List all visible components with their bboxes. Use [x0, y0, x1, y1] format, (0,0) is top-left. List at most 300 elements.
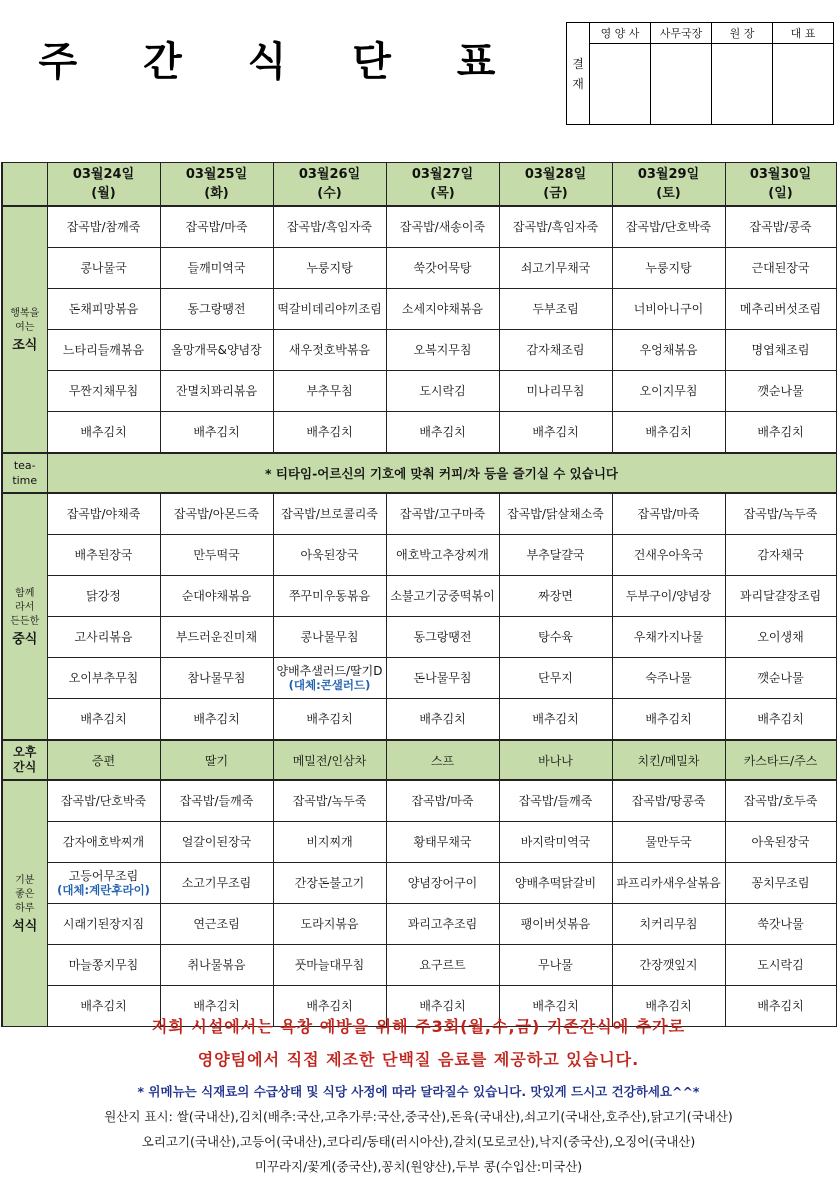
dinner-dish: 간장깻잎지	[639, 958, 698, 972]
lunch-item	[386, 699, 499, 741]
breakfast-dish: 올망개묵&양념장	[171, 343, 262, 357]
lunch-dish-stack	[626, 589, 711, 603]
breakfast-item-wrap	[726, 371, 836, 411]
lunch-dish: 잡곡밥/녹두죽	[743, 507, 818, 521]
lunch-item	[273, 576, 386, 617]
lunch-item-wrap	[48, 494, 160, 534]
lunch-dish-stack	[757, 671, 803, 685]
breakfast-item-wrap	[726, 412, 836, 452]
breakfast-item-wrap	[387, 289, 499, 329]
lunch-label	[2, 493, 47, 740]
breakfast-item	[725, 289, 836, 330]
day-date: 03월28일	[524, 167, 587, 182]
lunch-dish: 콩나물무침	[300, 630, 359, 644]
lunch-item-wrap	[726, 535, 836, 575]
dinner-dish-stack	[411, 794, 473, 808]
snack-label: 오후 간식	[2, 740, 47, 780]
lunch-dish-stack	[182, 589, 252, 603]
day-of-week: (목)	[430, 186, 455, 201]
dinner-dish: 팽이버섯볶음	[520, 917, 591, 931]
breakfast-dish: 감자채조림	[526, 343, 585, 357]
lunch-item-wrap	[274, 658, 386, 698]
lunch-dish-stack	[174, 507, 259, 521]
breakfast-dish-stack	[527, 343, 585, 357]
breakfast-dish-stack	[414, 261, 472, 275]
lunch-item-wrap	[161, 617, 273, 657]
dinner-dish: 간장돈불고기	[294, 876, 365, 890]
breakfast-item-wrap	[726, 330, 836, 370]
notice-line-2: 영양팀에서 직접 제조한 단백질 음료를 제공하고 있습니다.	[197, 1050, 640, 1069]
breakfast-dish-stack	[63, 343, 144, 357]
dinner-item-wrap	[500, 904, 612, 944]
lunch-item	[612, 535, 725, 576]
dinner-dish-stack	[408, 876, 478, 890]
breakfast-dish: 무짠지채무침	[68, 384, 139, 398]
breakfast-dish: 미나리무침	[526, 384, 585, 398]
lunch-dish: 두부구이/양념장	[625, 589, 712, 603]
breakfast-item	[612, 289, 725, 330]
dinner-item	[725, 904, 836, 945]
breakfast-item	[386, 330, 499, 371]
dinner-item-wrap	[613, 863, 725, 903]
breakfast-dish: 근대된장국	[751, 261, 810, 275]
breakfast-dish: 명엽채조림	[751, 343, 810, 357]
breakfast-dish: 쑥갓어묵탕	[413, 261, 472, 275]
dinner-dish-stack	[69, 958, 139, 972]
dinner-dish: 얼갈이된장국	[181, 835, 252, 849]
breakfast-item	[47, 371, 160, 412]
dinner-item-wrap	[500, 863, 612, 903]
dinner-item	[499, 945, 612, 986]
dinner-item-wrap	[274, 945, 386, 985]
lunch-dish-stack	[645, 712, 691, 726]
dinner-item-wrap	[726, 945, 836, 985]
dinner-item-wrap	[48, 945, 160, 985]
snack-item: 메밀전/인삼차	[273, 740, 386, 780]
breakfast-item	[47, 206, 160, 248]
breakfast-dish: 쇠고기무채국	[520, 261, 591, 275]
snack-item: 증편	[47, 740, 160, 780]
lunch-item	[499, 535, 612, 576]
breakfast-item-wrap	[161, 248, 273, 288]
dinner-item	[386, 863, 499, 904]
lunch-item-wrap	[613, 576, 725, 616]
dinner-dish-stack	[538, 958, 573, 972]
breakfast-item-wrap	[613, 207, 725, 247]
breakfast-item	[612, 248, 725, 289]
notice-line-1: 저희 시설에서는 욕창 예방을 위해 주3회(월,수,금) 기존간식에 추가로	[151, 1017, 686, 1036]
breakfast-dish: 배추김치	[645, 425, 692, 439]
breakfast-item	[725, 371, 836, 412]
breakfast-item	[612, 330, 725, 371]
breakfast-item-wrap	[274, 412, 386, 452]
lunch-item-wrap	[161, 535, 273, 575]
breakfast-dish: 잡곡밥/단호박죽	[625, 220, 712, 234]
breakfast-item-wrap	[387, 412, 499, 452]
dinner-dish: 잡곡밥/땅콩죽	[631, 794, 706, 808]
dinner-item	[160, 945, 273, 986]
dinner-dish-stack	[744, 794, 818, 808]
dinner-item	[386, 822, 499, 863]
approval-box	[566, 22, 834, 125]
dinner-dish-stack	[193, 917, 239, 931]
breakfast-item-wrap	[500, 248, 612, 288]
lunch-dish-stack	[757, 630, 803, 644]
tea-time-label: tea- time	[2, 453, 47, 493]
breakfast-item-wrap	[48, 412, 160, 452]
lunch-item	[725, 535, 836, 576]
lunch-dish: 잡곡밥/야채죽	[66, 507, 141, 521]
lunch-item	[160, 493, 273, 535]
breakfast-label-title: 조식	[12, 337, 38, 353]
lunch-dish: 배추김치	[645, 712, 692, 726]
approval-header-manager: 사무국장	[651, 23, 712, 44]
breakfast-item	[725, 330, 836, 371]
dinner-item-wrap	[613, 781, 725, 821]
breakfast-label-small: 행복을 여는	[10, 307, 40, 333]
dinner-item-wrap	[500, 945, 612, 985]
dinner-item	[499, 904, 612, 945]
breakfast-item-wrap	[161, 412, 273, 452]
breakfast-dish: 잡곡밥/흑임자죽	[512, 220, 599, 234]
breakfast-item	[725, 248, 836, 289]
snack-item: 바나나	[499, 740, 612, 780]
dinner-substitute: (대체:계란후라이)	[57, 883, 150, 897]
dinner-dish-stack	[63, 835, 144, 849]
lunch-dish-stack	[276, 664, 382, 692]
breakfast-item-wrap	[161, 289, 273, 329]
dinner-dish: 물만두국	[645, 835, 692, 849]
snack-item: 카스타드/주스	[725, 740, 836, 780]
menu-disclaimer: * 위메뉴는 식재료의 수급상태 및 식당 사정에 따라 달라질수 있습니다. 맛있게 드시고 건강하세요^^*	[137, 1084, 700, 1099]
day-header	[160, 163, 273, 207]
lunch-item-wrap	[613, 494, 725, 534]
dinner-dish-stack	[182, 835, 252, 849]
lunch-item	[160, 699, 273, 741]
dinner-dish: 소고기무조림	[181, 876, 252, 890]
breakfast-dish: 배추김치	[419, 425, 466, 439]
dinner-item	[273, 904, 386, 945]
breakfast-dish: 잡곡밥/콩죽	[749, 220, 812, 234]
lunch-dish: 단무지	[538, 671, 573, 685]
lunch-item-wrap	[613, 658, 725, 698]
dinner-item-wrap	[387, 863, 499, 903]
lunch-item-wrap	[387, 617, 499, 657]
lunch-dish: 닭강정	[86, 589, 121, 603]
breakfast-dish-stack	[645, 425, 691, 439]
lunch-item	[160, 658, 273, 699]
lunch-dish-stack	[757, 712, 803, 726]
breakfast-dish: 잡곡밥/참깨죽	[66, 220, 141, 234]
lunch-item-wrap	[274, 699, 386, 739]
lunch-dish: 아욱된장국	[300, 548, 359, 562]
breakfast-dish: 오이지무침	[639, 384, 698, 398]
dinner-dish: 배추김치	[645, 999, 692, 1013]
dinner-dish: 취나물볶음	[187, 958, 246, 972]
breakfast-dish-stack	[419, 425, 465, 439]
breakfast-dish-stack	[640, 343, 698, 357]
dinner-dish-stack	[301, 917, 359, 931]
dinner-dish: 비지찌개	[306, 835, 353, 849]
lunch-dish-stack	[419, 712, 465, 726]
breakfast-item-wrap	[274, 248, 386, 288]
lunch-dish-stack	[86, 589, 121, 603]
dinner-item-wrap	[613, 904, 725, 944]
breakfast-item	[386, 412, 499, 454]
dinner-item	[725, 863, 836, 904]
breakfast-item	[160, 330, 273, 371]
lunch-item-wrap	[387, 658, 499, 698]
lunch-dish-stack	[757, 548, 803, 562]
lunch-dish: 부추달걀국	[526, 548, 585, 562]
dinner-dish-stack	[408, 917, 478, 931]
origin-line-2: 오리고기(국내산),고등어(국내산),코다리/동태(러시아산),갈치(모로코산),낙지(중국산),오징어(국내산)	[141, 1134, 696, 1149]
breakfast-item-wrap	[387, 330, 499, 370]
dinner-dish-stack	[57, 869, 150, 897]
breakfast-dish-stack	[626, 220, 711, 234]
lunch-item-wrap	[500, 576, 612, 616]
breakfast-item	[499, 289, 612, 330]
dinner-dish: 쑥갓나물	[757, 917, 804, 931]
lunch-item-wrap	[613, 699, 725, 739]
breakfast-dish: 배추김치	[532, 425, 579, 439]
lunch-item-wrap	[726, 617, 836, 657]
lunch-item-wrap	[726, 576, 836, 616]
breakfast-item-wrap	[48, 330, 160, 370]
lunch-dish: 부드러운진미채	[175, 630, 258, 644]
dinner-dish-stack	[180, 794, 254, 808]
lunch-item	[499, 493, 612, 535]
breakfast-item	[160, 206, 273, 248]
dinner-dish-stack	[632, 794, 706, 808]
lunch-item	[499, 576, 612, 617]
dinner-item	[386, 945, 499, 986]
dinner-dish: 요구르트	[419, 958, 466, 972]
day-header	[612, 163, 725, 207]
day-header	[386, 163, 499, 207]
breakfast-dish-stack	[521, 261, 591, 275]
lunch-dish: 짜장면	[538, 589, 573, 603]
day-date: 03월27일	[411, 167, 474, 182]
breakfast-item	[47, 289, 160, 330]
lunch-item	[47, 658, 160, 699]
lunch-item	[273, 535, 386, 576]
approval-sign-box[interactable]	[651, 44, 712, 125]
lunch-item-wrap	[500, 535, 612, 575]
breakfast-item-wrap	[726, 289, 836, 329]
breakfast-dish: 잡곡밥/새송이죽	[399, 220, 486, 234]
lunch-item-wrap	[726, 494, 836, 534]
dinner-item-wrap	[48, 904, 160, 944]
approval-header-ceo: 대 표	[773, 23, 834, 44]
breakfast-dish: 누룽지탕	[645, 261, 692, 275]
day-of-week: (수)	[317, 186, 342, 201]
breakfast-item-wrap	[500, 412, 612, 452]
breakfast-item-wrap	[613, 412, 725, 452]
dinner-item-wrap	[387, 945, 499, 985]
approval-sign-box[interactable]	[590, 44, 651, 125]
breakfast-dish-stack	[171, 343, 262, 357]
lunch-item	[725, 699, 836, 741]
approval-sign-box[interactable]	[712, 44, 773, 125]
lunch-dish-stack	[75, 548, 133, 562]
lunch-dish-stack	[306, 712, 352, 726]
lunch-item-wrap	[161, 658, 273, 698]
lunch-item	[612, 699, 725, 741]
lunch-item	[47, 617, 160, 658]
dinner-dish: 잡곡밥/마죽	[411, 794, 474, 808]
lunch-dish: 오이부추무침	[68, 671, 139, 685]
breakfast-dish-stack	[419, 384, 465, 398]
dinner-item-wrap	[161, 781, 273, 821]
lunch-item	[47, 699, 160, 741]
breakfast-dish-stack	[306, 425, 352, 439]
dinner-item-wrap	[726, 781, 836, 821]
tea-time-note: * 티타임-어르신의 기호에 맞춰 커피/차 등을 즐기실 수 있습니다	[47, 453, 836, 493]
dinner-dish-stack	[757, 958, 803, 972]
dinner-dish: 바지락미역국	[520, 835, 591, 849]
lunch-dish-stack	[414, 630, 472, 644]
day-of-week: (토)	[656, 186, 681, 201]
lunch-dish: 건새우아욱국	[633, 548, 704, 562]
dinner-dish: 배추김치	[80, 999, 127, 1013]
breakfast-item	[160, 371, 273, 412]
dinner-dish-stack	[757, 917, 803, 931]
lunch-dish-stack	[538, 671, 573, 685]
lunch-item-wrap	[387, 576, 499, 616]
breakfast-dish-stack	[402, 302, 483, 316]
dinner-dish: 꽁치무조림	[751, 876, 810, 890]
lunch-dish: 애호박고추장찌개	[396, 548, 489, 562]
breakfast-label	[2, 206, 47, 453]
breakfast-item-wrap	[726, 248, 836, 288]
breakfast-item	[725, 412, 836, 454]
breakfast-dish-stack	[306, 261, 352, 275]
origin-line-1: 원산지 표시: 쌀(국내산),김치(배추:국산,고추가루:국산,중국산),돈육(국내산),쇠고기(국내산,호주산),닭고기(국내산)	[104, 1109, 733, 1124]
dinner-dish: 도라지볶음	[300, 917, 359, 931]
lunch-dish-stack	[188, 671, 246, 685]
breakfast-item-wrap	[500, 207, 612, 247]
lunch-dish: 배추김치	[80, 712, 127, 726]
lunch-dish: 잡곡밥/아몬드죽	[173, 507, 260, 521]
day-date: 03월26일	[298, 167, 361, 182]
lunch-item	[499, 699, 612, 741]
lunch-dish-stack	[80, 712, 126, 726]
dinner-item	[47, 945, 160, 986]
breakfast-dish: 소세지야채볶음	[401, 302, 484, 316]
lunch-item	[499, 617, 612, 658]
breakfast-item-wrap	[48, 248, 160, 288]
breakfast-item-wrap	[161, 371, 273, 411]
lunch-item	[386, 493, 499, 535]
dinner-dish-stack	[63, 917, 144, 931]
dinner-item-wrap	[726, 822, 836, 862]
dinner-dish-stack	[640, 958, 698, 972]
dinner-dish: 배추김치	[306, 999, 353, 1013]
lunch-dish: 고사리볶음	[74, 630, 133, 644]
dinner-dish: 황태무채국	[413, 835, 472, 849]
dinner-dish-stack	[61, 794, 146, 808]
lunch-dish-stack	[390, 589, 494, 603]
breakfast-dish-stack	[414, 343, 472, 357]
dinner-item-wrap	[387, 781, 499, 821]
lunch-dish-stack	[400, 507, 485, 521]
lunch-item	[725, 576, 836, 617]
breakfast-item	[273, 248, 386, 289]
dinner-item	[612, 945, 725, 986]
breakfast-dish-stack	[80, 425, 126, 439]
breakfast-dish-stack	[752, 261, 810, 275]
snack-item: 스프	[386, 740, 499, 780]
approval-sign-box[interactable]	[773, 44, 834, 125]
lunch-item	[160, 617, 273, 658]
dinner-dish: 잡곡밥/들깨죽	[518, 794, 593, 808]
day-date: 03월24일	[72, 167, 135, 182]
lunch-dish-stack	[67, 507, 141, 521]
breakfast-dish-stack	[69, 384, 139, 398]
lunch-dish-stack	[538, 630, 573, 644]
dinner-item	[612, 780, 725, 822]
approval-header-director: 원 장	[712, 23, 773, 44]
dinner-dish-stack	[521, 917, 591, 931]
breakfast-item-wrap	[274, 207, 386, 247]
lunch-dish-stack	[301, 630, 359, 644]
dinner-label-title: 석식	[12, 918, 38, 934]
breakfast-item-wrap	[387, 207, 499, 247]
breakfast-dish-stack	[69, 302, 139, 316]
breakfast-dish: 동그랑땡전	[187, 302, 246, 316]
dinner-item-wrap	[48, 863, 160, 903]
breakfast-item-wrap	[726, 207, 836, 247]
breakfast-item-wrap	[613, 248, 725, 288]
breakfast-item-wrap	[387, 371, 499, 411]
lunch-item	[273, 699, 386, 741]
lunch-item-wrap	[161, 494, 273, 534]
dinner-dish: 마늘쫑지무침	[68, 958, 139, 972]
breakfast-item-wrap	[387, 248, 499, 288]
breakfast-item-wrap	[48, 371, 160, 411]
dinner-item-wrap	[274, 863, 386, 903]
breakfast-dish: 콩나물국	[80, 261, 127, 275]
dinner-dish: 무나물	[538, 958, 573, 972]
approval-side-label: 결 재	[567, 23, 590, 125]
dinner-dish: 배추김치	[419, 999, 466, 1013]
breakfast-dish: 들깨미역국	[187, 261, 246, 275]
day-header	[499, 163, 612, 207]
breakfast-dish: 도시락김	[419, 384, 466, 398]
lunch-item	[386, 658, 499, 699]
dinner-item	[273, 945, 386, 986]
lunch-item-wrap	[48, 699, 160, 739]
lunch-dish-stack	[637, 507, 699, 521]
breakfast-dish-stack	[306, 384, 352, 398]
dinner-item	[47, 780, 160, 822]
lunch-dish: 쭈꾸미우동볶음	[288, 589, 371, 603]
dinner-item-wrap	[161, 945, 273, 985]
breakfast-item-wrap	[274, 371, 386, 411]
lunch-dish-stack	[634, 630, 704, 644]
lunch-item	[612, 617, 725, 658]
dinner-dish: 아욱된장국	[751, 835, 810, 849]
lunch-item	[499, 658, 612, 699]
dinner-item	[612, 822, 725, 863]
day-header	[47, 163, 160, 207]
breakfast-dish: 잡곡밥/흑임자죽	[286, 220, 373, 234]
day-of-week: (금)	[543, 186, 568, 201]
lunch-item	[725, 493, 836, 535]
lunch-dish-stack	[532, 712, 578, 726]
breakfast-dish-stack	[277, 302, 381, 316]
